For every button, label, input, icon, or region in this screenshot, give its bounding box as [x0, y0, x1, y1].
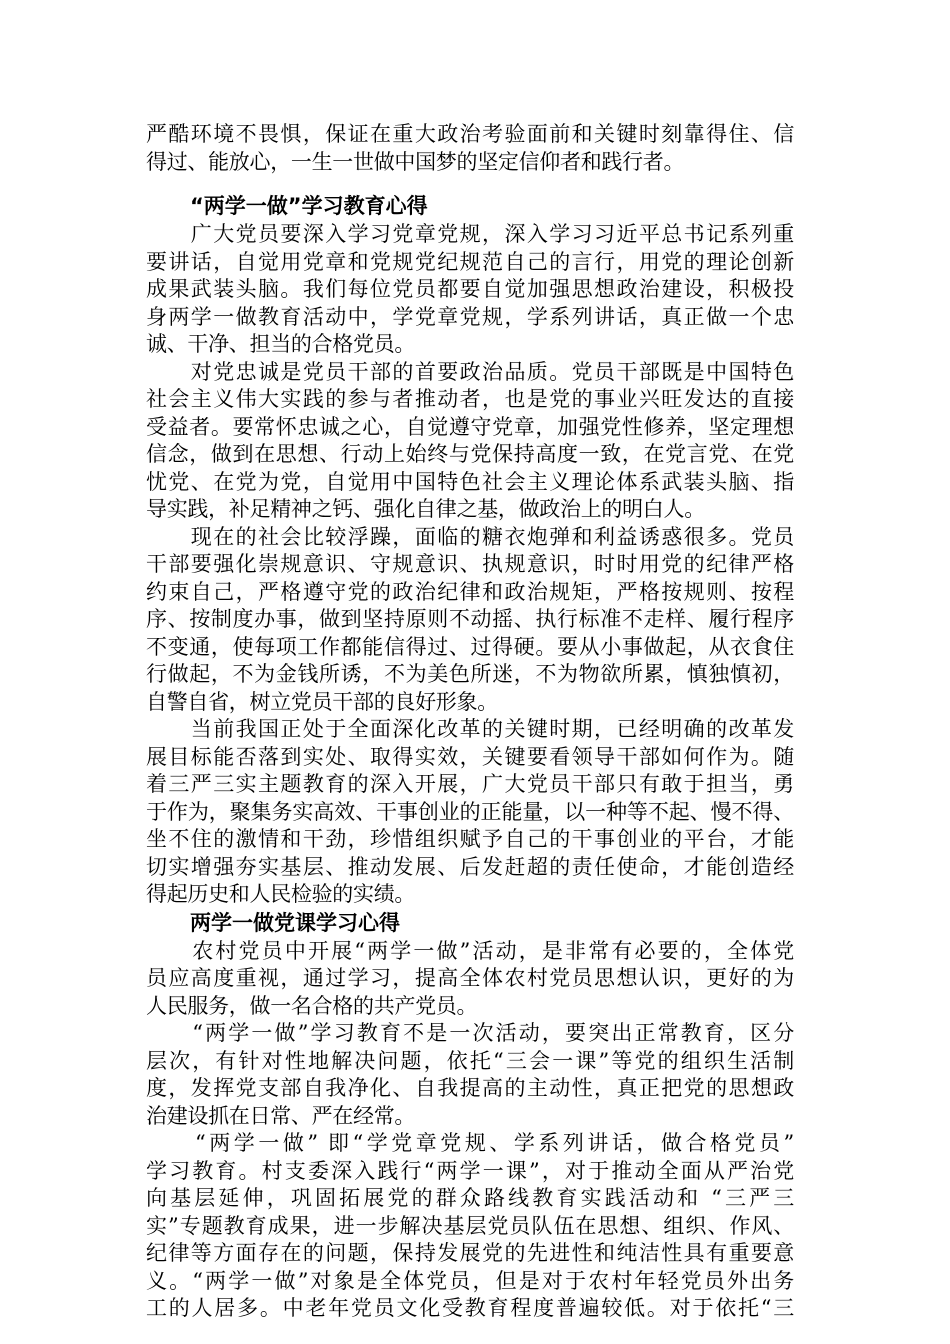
text-line: 诚、干净、担当的合格党员。 — [146, 332, 416, 356]
text-line: 实”专题教育成果，进一步解决基层党员队伍在思想、组织、作风、 — [146, 1213, 794, 1238]
section-study-education — [146, 192, 794, 909]
text-line: 学习教育。村支委深入践行“两学一课”，对于推动全面从严治党 — [146, 1158, 794, 1183]
section-spacer — [146, 176, 794, 192]
text-line: 受益者。要常怀忠诚之心，自觉遵守党章，加强党性修养，坚定理想 — [146, 414, 794, 439]
text-line: 于作为，聚集务实高效、干事创业的正能量，以一种等不起、慢不得、 — [146, 799, 794, 824]
text-line: 层次，有针对性地解决问题，依托“三会一课”等党的组织生活制 — [146, 1048, 794, 1073]
text-line: 广大党员要深入学习党章党规，深入学习习近平总书记系列重 — [146, 222, 794, 246]
text-line: 纪律等方面存在的问题，保持发展党的先进性和纯洁性具有重要意 — [146, 1241, 794, 1265]
text-line: 不变通，使每项工作都能信得过、过得硬。要从小事做起，从衣食住 — [146, 634, 794, 659]
text-line: 对党忠诚是党员干部的首要政治品质。党员干部既是中国特色 — [146, 359, 794, 384]
text-line: 向基层延伸，巩固拓展党的群众路线教育实践活动和 “三严三 — [146, 1186, 794, 1210]
text-line: 展目标能否落到实处、取得实效，关键要看领导干部如何作为。随 — [146, 744, 794, 769]
text-line: “两学一做”学习教育不是一次活动，要突出正常教育，区分 — [146, 1021, 794, 1045]
text-line: 得过、能放心，一生一世做中国梦的坚定信仰者和践行者。 — [146, 149, 685, 174]
text-line: 坐不住的激情和干劲，珍惜组织赋予自己的干事创业的平台，才能 — [146, 827, 794, 851]
text-line: 干部要强化崇规意识、守规意识、执规意识，时时用党的纪律严格 — [146, 552, 794, 576]
text-line: 工的人居多。中老年党员文化受教育程度普遍较低。对于依托“三 — [146, 1296, 794, 1320]
intro-paragraph — [146, 121, 794, 176]
text-line: 得起历史和人民检验的实绩。 — [146, 882, 416, 906]
text-line: 切实增强夯实基层、推动发展、后发赶超的责任使命，才能创造经 — [146, 854, 794, 879]
text-line: 要讲话，自觉用党章和党规党纪规范自己的言行，用党的理论创新 — [146, 249, 794, 274]
text-line: 社会主义伟大实践的参与者推动者，也是党的事业兴旺发达的直接 — [146, 387, 794, 411]
text-line: 严酷环境不畏惧，保证在重大政治考验面前和关键时刻靠得住、信 — [146, 122, 794, 146]
text-line: 约束自己，严格遵守党的政治纪律和政治规矩，严格按规则、按程 — [146, 579, 794, 604]
text-line: “两学一做” 即“学党章党规、学系列讲话，做合格党员” — [146, 1131, 794, 1155]
document-body — [146, 121, 794, 1323]
section-heading: “两学一做”学习教育心得 — [190, 194, 428, 218]
text-line: 行做起，不为金钱所诱，不为美色所迷，不为物欲所累，慎独慎初， — [146, 662, 794, 686]
text-line: 当前我国正处于全面深化改革的关键时期，已经明确的改革发 — [146, 717, 794, 741]
text-line: 度，发挥党支部自我净化、自我提高的主动性，真正把党的思想政 — [146, 1076, 794, 1100]
text-line: 信念，做到在思想、行动上始终与党保持高度一致，在党言党、在党 — [146, 442, 794, 466]
text-line: 导实践，补足精神之钙、强化自律之基，做政治上的明白人。 — [146, 497, 705, 521]
section-heading: 两学一做党课学习心得 — [190, 910, 400, 935]
text-line: 现在的社会比较浮躁，面临的糖衣炮弹和利益诱惑很多。党员 — [146, 524, 794, 549]
text-line: 员应高度重视，通过学习，提高全体农村党员思想认识，更好的为 — [146, 966, 794, 990]
text-line: 身两学一做教育活动中，学党章党规，学系列讲话，真正做一个忠 — [146, 304, 794, 329]
text-line: 人民服务，做一名合格的共产党员。 — [146, 993, 478, 1018]
section-party-lesson — [146, 909, 794, 1323]
text-line: 着三严三实主题教育的深入开展，广大党员干部只有敢于担当，勇 — [146, 772, 794, 796]
text-line: 成果武装头脑。我们每位党员都要自觉加强思想政治建设，积极投 — [146, 277, 794, 301]
text-line: 自警自省，树立党员干部的良好形象。 — [146, 689, 498, 714]
text-line: 治建设抓在日常、严在经常。 — [146, 1103, 416, 1128]
text-line: 义。“两学一做”对象是全体党员，但是对于农村年轻党员外出务 — [146, 1268, 794, 1293]
text-line: 农村党员中开展“两学一做”活动，是非常有必要的，全体党 — [146, 938, 794, 963]
text-line: 忧党、在党为党，自觉用中国特色社会主义理论体系武装头脑、指 — [146, 469, 794, 494]
text-line: 序、按制度办事，做到坚持原则不动摇、执行标准不走样、履行程序 — [146, 607, 794, 631]
